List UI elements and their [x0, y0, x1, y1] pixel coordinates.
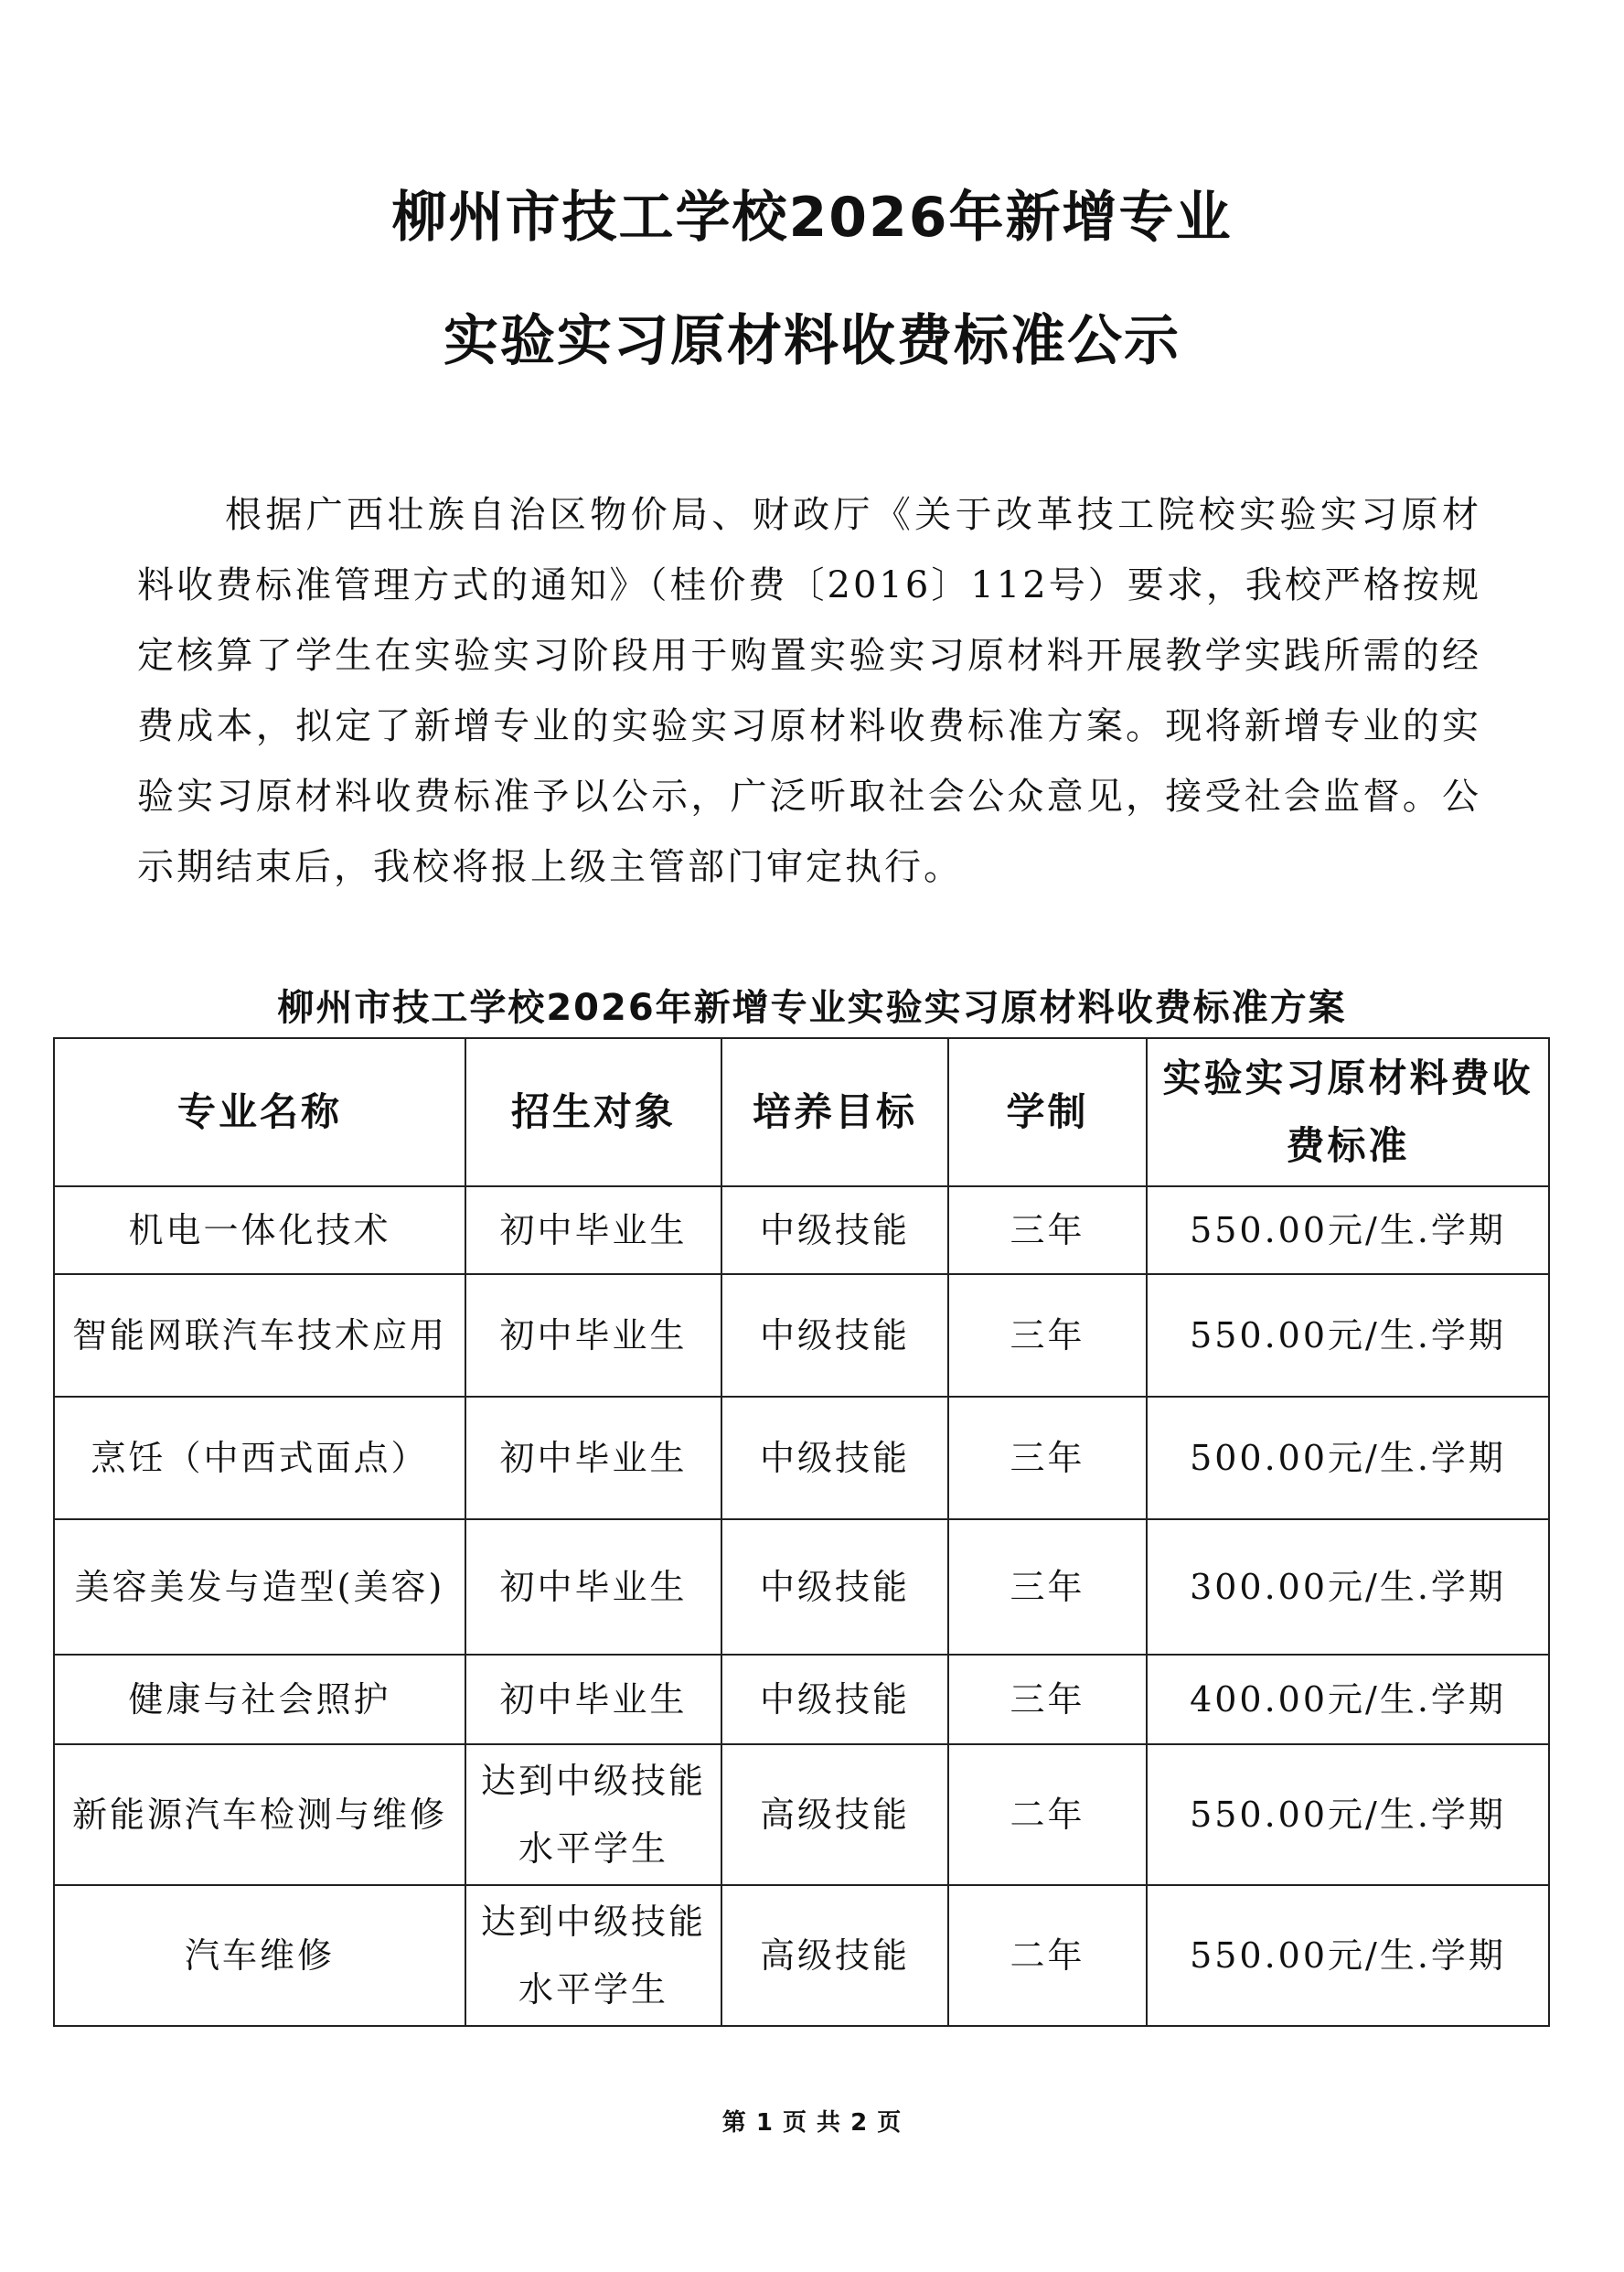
- header-major-name: 专业名称: [54, 1038, 465, 1186]
- fee-standard-table: [53, 1037, 1550, 2027]
- header-training-goal: 培养目标: [721, 1038, 948, 1186]
- cell-enrollment-target: 初中毕业生: [465, 1397, 721, 1519]
- cell-duration: 三年: [948, 1186, 1147, 1274]
- cell-major-name: 烹饪（中西式面点）: [54, 1397, 465, 1519]
- cell-training-goal: 中级技能: [721, 1519, 948, 1655]
- cell-duration: 三年: [948, 1274, 1147, 1397]
- cell-fee: 300.00元/生.学期: [1147, 1519, 1549, 1655]
- page-number-footer: 第 1 页 共 2 页: [721, 2109, 903, 2137]
- cell-major-name: 智能网联汽车技术应用: [54, 1274, 465, 1397]
- cell-fee: 550.00元/生.学期: [1147, 1186, 1549, 1274]
- cell-duration: 三年: [948, 1397, 1147, 1519]
- cell-enrollment-target: 初中毕业生: [465, 1519, 721, 1655]
- table-row: [54, 1744, 1549, 1885]
- cell-major-name: 新能源汽车检测与维修: [54, 1744, 465, 1885]
- cell-fee: 550.00元/生.学期: [1147, 1744, 1549, 1885]
- table-row: [54, 1519, 1549, 1655]
- cell-enrollment-target: 达到中级技能水平学生: [465, 1885, 721, 2026]
- cell-duration: 三年: [948, 1519, 1147, 1655]
- table-row: [54, 1186, 1549, 1274]
- announcement-paragraph: 根据广西壮族自治区物价局、财政厅《关于改革技工院校实验实习原材料收费标准管理方式的通知》（桂价费〔2016〕112号）要求，我校严格按规定核算了学生在实验实习阶段用于购置实验实习原材料开展教学实践所需的经费成本，拟定了新增专业的实验实习原材料收费标准方案。现将新增专业的实验实习原材料收费标准予以公示，广泛听取社会公众意见，接受社会监督。公示期结束后，我校将报上级主管部门审定执行。: [137, 494, 1481, 888]
- cell-training-goal: 中级技能: [721, 1186, 948, 1274]
- cell-fee: 550.00元/生.学期: [1147, 1885, 1549, 2026]
- cell-major-name: 健康与社会照护: [54, 1655, 465, 1744]
- cell-training-goal: 高级技能: [721, 1744, 948, 1885]
- table-row: [54, 1397, 1549, 1519]
- cell-duration: 三年: [948, 1655, 1147, 1744]
- table-row: [54, 1274, 1549, 1397]
- cell-duration: 二年: [948, 1885, 1147, 2026]
- header-enrollment-target: 招生对象: [465, 1038, 721, 1186]
- table-row: [54, 1655, 1549, 1744]
- table-caption: 柳州市技工学校2026年新增专业实验实习原材料收费标准方案: [277, 987, 1347, 1029]
- table-row: [54, 1885, 1549, 2026]
- cell-major-name: 汽车维修: [54, 1885, 465, 2026]
- cell-fee: 400.00元/生.学期: [1147, 1655, 1549, 1744]
- cell-fee: 550.00元/生.学期: [1147, 1274, 1549, 1397]
- cell-enrollment-target: 达到中级技能水平学生: [465, 1744, 721, 1885]
- cell-major-name: 美容美发与造型(美容): [54, 1519, 465, 1655]
- cell-enrollment-target: 初中毕业生: [465, 1274, 721, 1397]
- header-duration: 学制: [948, 1038, 1147, 1186]
- table-header-row: [54, 1038, 1549, 1186]
- cell-fee: 500.00元/生.学期: [1147, 1397, 1549, 1519]
- cell-enrollment-target: 初中毕业生: [465, 1186, 721, 1274]
- cell-duration: 二年: [948, 1744, 1147, 1885]
- cell-training-goal: 中级技能: [721, 1655, 948, 1744]
- cell-major-name: 机电一体化技术: [54, 1186, 465, 1274]
- cell-training-goal: 中级技能: [721, 1274, 948, 1397]
- cell-training-goal: 高级技能: [721, 1885, 948, 2026]
- header-fee-standard: 实验实习原材料费收费标准: [1147, 1038, 1549, 1186]
- cell-training-goal: 中级技能: [721, 1397, 948, 1519]
- cell-enrollment-target: 初中毕业生: [465, 1655, 721, 1744]
- document-title-line-2: 实验实习原材料收费标准公示: [443, 309, 1181, 373]
- document-title-line-1: 柳州市技工学校2026年新增专业: [391, 186, 1233, 250]
